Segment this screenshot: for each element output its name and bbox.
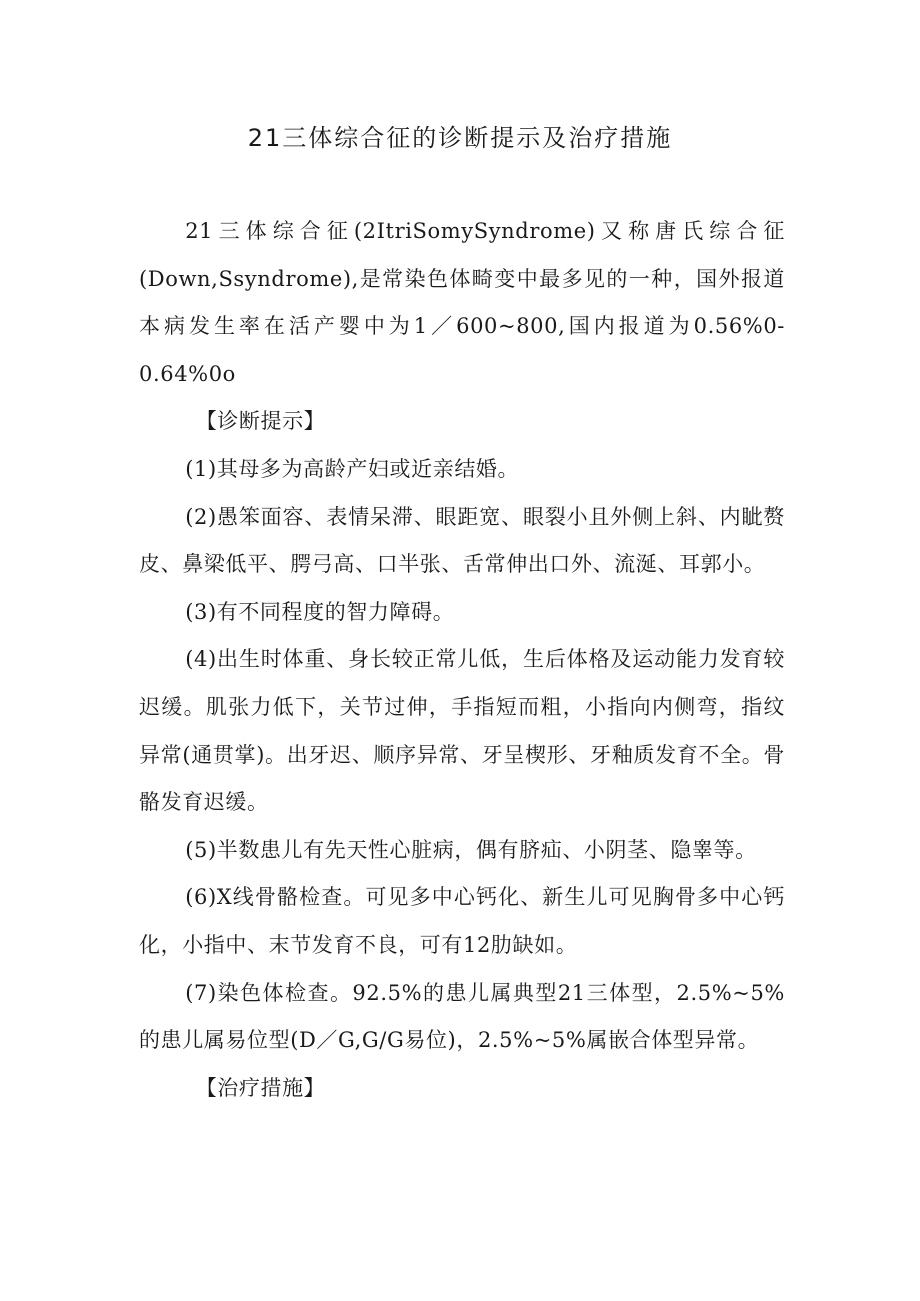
diagnosis-item-2: (2)愚笨面容、表情呆滞、眼距宽、眼裂小且外侧上斜、内眦赘皮、鼻梁低平、腭弓高、口半张、舌常伸出口外、流涎、耳郭小。 (139, 504, 785, 577)
treatment-heading: 【治疗措施】 (195, 1075, 326, 1100)
diagnosis-heading: 【诊断提示】 (195, 409, 326, 434)
document-body (139, 208, 785, 1112)
intro-paragraph: 21三体综合征(2ItriSomySyndrome)又称唐氏综合征(Down,Ssyndrome),是常染色体畸变中最多见的一种，国外报道本病发生率在活产婴中为1／600~800,国内报道为0.56%0-0.64%0o (139, 219, 785, 386)
diagnosis-item-3: (3)有不同程度的智力障碍。 (185, 599, 455, 624)
document-title: 21三体综合征的诊断提示及治疗措施 (247, 124, 673, 152)
diagnosis-item-4: (4)出生时体重、身长较正常儿低，生后体格及运动能力发育较迟缓。肌张力低下，关节过伸，手指短而粗，小指向内侧弯，指纹异常(通贯掌)。出牙迟、顺序异常、牙呈楔形、牙釉质发育不全。骨骼发育迟缓。 (139, 647, 785, 815)
diagnosis-item-7: (7)染色体检查。92.5%的患儿属典型21三体型，2.5%~5%的患儿属易位型(D／G,G/G易位)，2.5%~5%属嵌合体型异常。 (139, 980, 785, 1053)
diagnosis-item-5: (5)半数患儿有先天性心脏病，偶有脐疝、小阴茎、隐睾等。 (185, 837, 757, 862)
diagnosis-item-1: (1)其母多为高龄产妇或近亲结婚。 (185, 456, 520, 481)
diagnosis-item-6: (6)X线骨骼检查。可见多中心钙化、新生儿可见胸骨多中心钙化，小指中、末节发育不良，可有12肋缺如。 (139, 885, 785, 957)
